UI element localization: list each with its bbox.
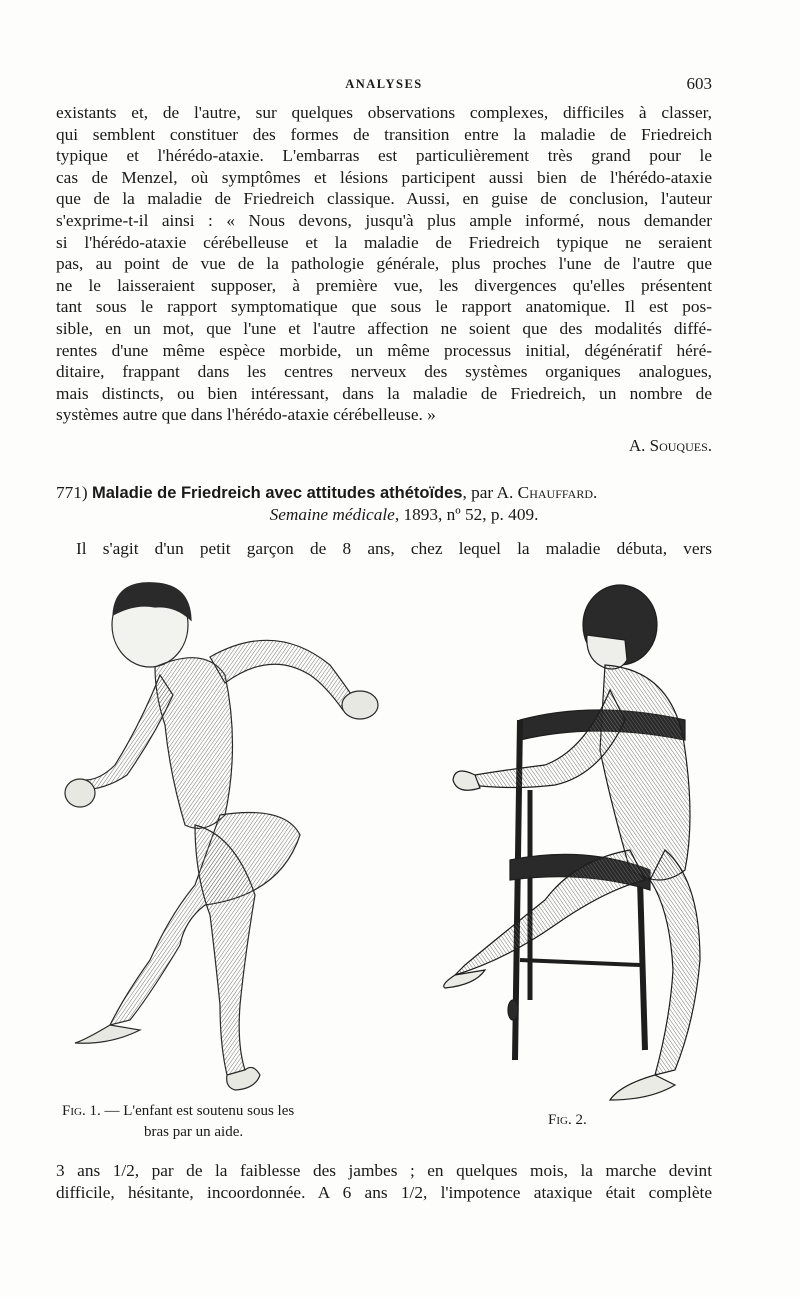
figure-2-caption [548,1110,587,1131]
text-line: rentes d'une même espèce morbide, un même processus initial, dégénératif héré- [56,340,712,360]
signature: A. Souques. [628,436,712,455]
article-heading: 771) Maladie de Friedreich avec attitudes athétoïdes, par A. Chauffard. Semaine médicale, 1893, nº 52, p. 409. [56,483,598,524]
figure-2-label: Fig. 2. [548,1112,587,1128]
text-line: existants et, de l'autre, sur quelques observations complexes, difficiles à classer, [56,103,712,122]
text-line: sible, en un mot, que l'une et l'autre affection ne soient que des modalités diffé- [56,318,712,338]
text-line: mais distincts, ou bien intéressant, dans la maladie de Friedreich, un nombre de [56,383,712,403]
text-line: typique et l'hérédo-ataxie. L'embarras est particulièrement très grand pour le [56,146,712,166]
article-title: Maladie de Friedreich avec attitudes athétoïdes [92,484,463,502]
paragraph-1 [56,102,712,426]
running-head [56,74,712,96]
figure-2-illustration [435,580,715,1110]
paragraph-2: Il s'agit d'un petit garçon de 8 ans, chez lequel la maladie débuta, vers [76,539,712,558]
text-line: ditaire, frappant dans les centres nerveux des systèmes organiques analogues, [56,362,712,382]
article-ref: , 1893, nº 52, p. 409. [394,505,539,524]
signature-name: Souques. [649,436,712,455]
figure-1-caption: Fig. 1. — L'enfant est soutenu sous les bras par un aide. [62,1103,295,1140]
text-line: pas, au point de vue de la pathologie générale, plus proches l'une de l'autre que [56,254,712,274]
text-line: si l'hérédo-ataxie cérébelleuse et la maladie de Friedreich typique ne seraient [56,232,712,252]
text-line: 3 ans 1/2, par de la faiblesse des jambes ; en quelques mois, la marche devint [56,1161,712,1180]
running-title: ANALYSES [345,77,423,91]
figure-1-label: Fig. 1. [62,1103,101,1119]
paragraph-3 [56,1160,712,1203]
text-line: s'exprime-t-il ainsi : « Nous devons, jusqu'à plus ample informé, nous demander [56,210,712,230]
figure-1-illustration [55,575,385,1095]
text-line: cas de Menzel, où symptômes et lésions participent aussi bien de l'hérédo-ataxie [56,167,712,187]
article-number: 771) [56,483,88,502]
text-line: systèmes autre que dans l'hérédo-ataxie cérébelleuse. » [56,405,436,425]
text-line: ne le laisseraient supposer, à première vue, les divergences qu'elles présentent [56,275,712,295]
text-line: qui semblent constituer des formes de transition entre la maladie de Friedreich [56,124,712,144]
text-line: tant sous le rapport symptomatique que sous le rapport anatomique. Il est pos- [56,297,712,317]
text-line: difficile, hésitante, incoordonnée. A 6 ans 1/2, l'impotence ataxique était complète [56,1182,712,1202]
article-author: Chauffard. [517,483,598,502]
article-journal: Semaine médicale [269,505,395,524]
text-line: que de la maladie de Friedreich classique. Aussi, en guise de conclusion, l'auteur [56,189,712,209]
page-number: 603 [686,74,712,93]
